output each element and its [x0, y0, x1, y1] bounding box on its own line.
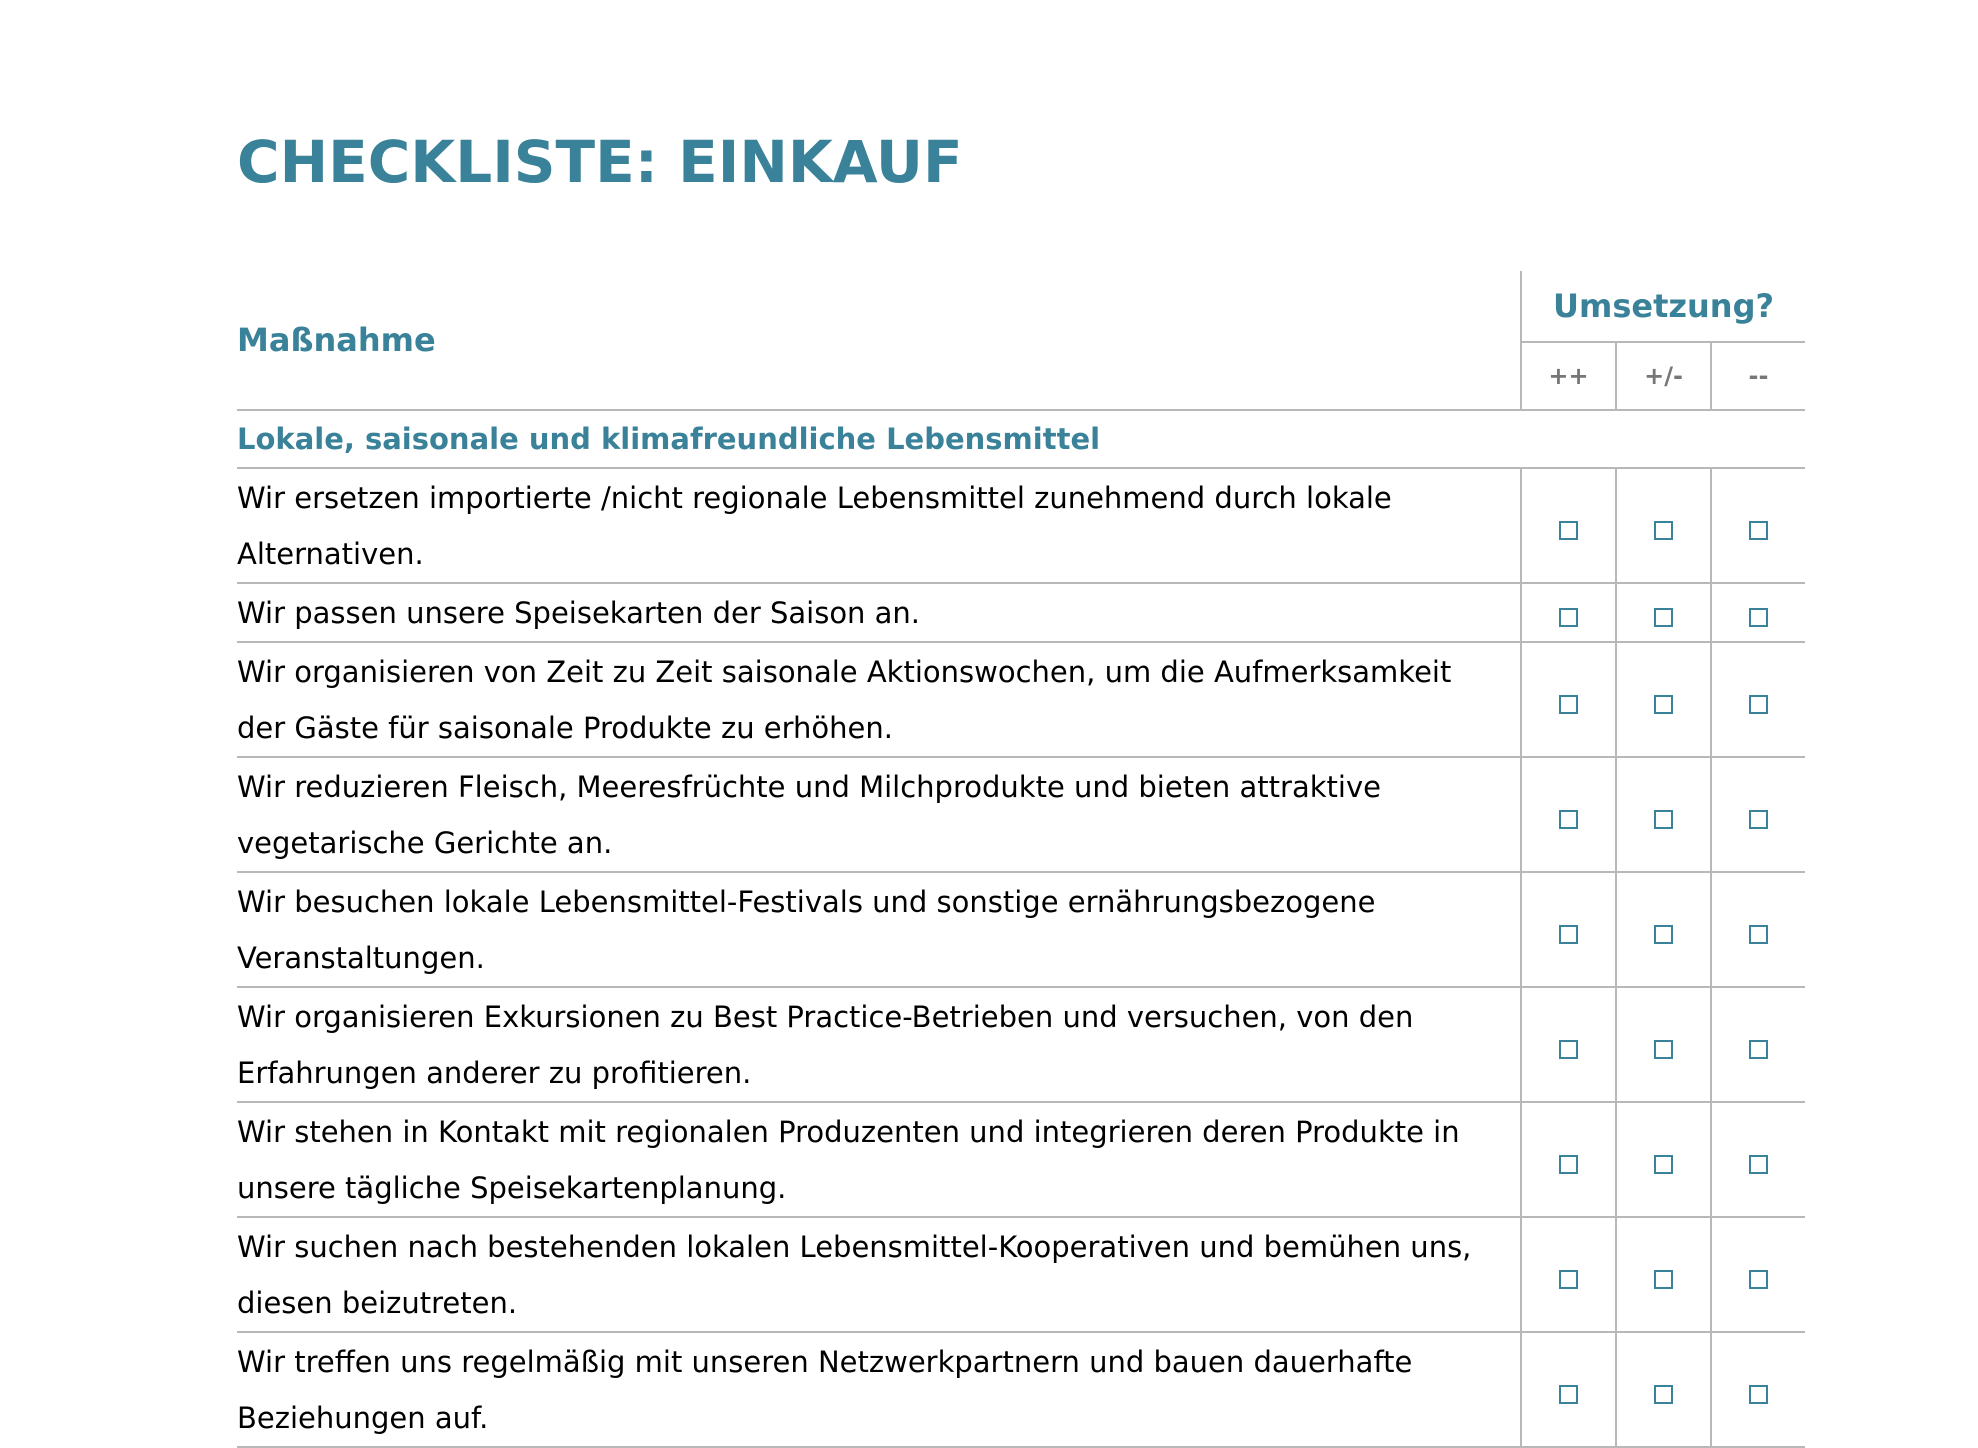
- checkbox-icon[interactable]: [1654, 1155, 1673, 1174]
- checkbox-icon[interactable]: [1749, 1385, 1768, 1404]
- option-cell-minus-minus: [1711, 642, 1805, 757]
- option-cell-minus-minus: [1711, 468, 1805, 583]
- checkbox-icon[interactable]: [1654, 1270, 1673, 1289]
- option-cell-plus-plus: [1521, 468, 1616, 583]
- option-cell-minus-minus: [1711, 1332, 1805, 1447]
- option-cell-plus-minus: [1616, 468, 1711, 583]
- measure-text: Wir ersetzen importierte /nicht regionale Lebensmittel zunehmend durch lokale Alternativen.: [237, 468, 1521, 583]
- option-cell-plus-minus: [1616, 1217, 1711, 1332]
- checkbox-icon[interactable]: [1559, 608, 1578, 627]
- checkbox-icon[interactable]: [1749, 1270, 1768, 1289]
- measure-text: Wir passen unsere Speisekarten der Saison an.: [237, 583, 1521, 642]
- option-cell-plus-plus: [1521, 1217, 1616, 1332]
- option-cell-minus-minus: [1711, 872, 1805, 987]
- option-cell-plus-minus: [1616, 757, 1711, 872]
- checklist-row: [237, 642, 1805, 757]
- measure-text: Wir reduzieren Fleisch, Meeresfrüchte und Milchprodukte und bieten attraktive vegetarische Gerichte an.: [237, 757, 1521, 872]
- option-cell-plus-plus: [1521, 987, 1616, 1102]
- measure-text: Wir organisieren von Zeit zu Zeit saisonale Aktionswochen, um die Aufmerksamkeit der Gäste für saisonale Produkte zu erhöhen.: [237, 642, 1521, 757]
- checkbox-icon[interactable]: [1559, 521, 1578, 540]
- section-title: Lokale, saisonale und klimafreundliche Lebensmittel: [237, 410, 1805, 468]
- option-header-plus-minus: +/-: [1616, 342, 1711, 410]
- column-header-implementation: Umsetzung?: [1521, 271, 1805, 342]
- checkbox-icon[interactable]: [1559, 1385, 1578, 1404]
- option-cell-plus-plus: [1521, 583, 1616, 642]
- measure-text: Wir treffen uns regelmäßig mit unseren Netzwerkpartnern und bauen dauerhafte Beziehungen auf.: [237, 1332, 1521, 1447]
- checklist-row: [237, 757, 1805, 872]
- checkbox-icon[interactable]: [1654, 1385, 1673, 1404]
- checkbox-icon[interactable]: [1654, 608, 1673, 627]
- checkbox-icon[interactable]: [1559, 925, 1578, 944]
- option-cell-minus-minus: [1711, 1217, 1805, 1332]
- checklist-row: [237, 1102, 1805, 1217]
- checkbox-icon[interactable]: [1654, 810, 1673, 829]
- checkbox-icon[interactable]: [1559, 1155, 1578, 1174]
- option-cell-plus-minus: [1616, 1102, 1711, 1217]
- checkbox-icon[interactable]: [1559, 695, 1578, 714]
- measure-text: Wir stehen in Kontakt mit regionalen Produzenten und integrieren deren Produkte in unsere tägliche Speisekartenplanung.: [237, 1102, 1521, 1217]
- checklist-row: [237, 468, 1805, 583]
- checkbox-icon[interactable]: [1749, 521, 1768, 540]
- checklist-row: [237, 1332, 1805, 1447]
- checkbox-icon[interactable]: [1749, 1155, 1768, 1174]
- option-header-minus-minus: --: [1711, 342, 1805, 410]
- checkbox-icon[interactable]: [1749, 608, 1768, 627]
- option-cell-minus-minus: [1711, 757, 1805, 872]
- checklist-table: [237, 271, 1805, 1448]
- option-cell-plus-minus: [1616, 583, 1711, 642]
- option-header-plus-plus: ++: [1521, 342, 1616, 410]
- checklist-row: [237, 872, 1805, 987]
- checkbox-icon[interactable]: [1654, 925, 1673, 944]
- checklist-row: [237, 1217, 1805, 1332]
- checkbox-icon[interactable]: [1654, 521, 1673, 540]
- measure-text: Wir besuchen lokale Lebensmittel-Festivals und sonstige ernährungsbezogene Veranstaltungen.: [237, 872, 1521, 987]
- page-title: CHECKLISTE: EINKAUF: [237, 128, 963, 196]
- option-cell-minus-minus: [1711, 1102, 1805, 1217]
- checkbox-icon[interactable]: [1749, 925, 1768, 944]
- option-cell-plus-minus: [1616, 642, 1711, 757]
- checkbox-icon[interactable]: [1559, 1270, 1578, 1289]
- option-cell-minus-minus: [1711, 987, 1805, 1102]
- option-cell-plus-minus: [1616, 1332, 1711, 1447]
- option-cell-plus-plus: [1521, 1332, 1616, 1447]
- option-cell-plus-plus: [1521, 872, 1616, 987]
- checkbox-icon[interactable]: [1749, 1040, 1768, 1059]
- measure-text: Wir organisieren Exkursionen zu Best Practice-Betrieben und versuchen, von den Erfahrungen anderer zu profitieren.: [237, 987, 1521, 1102]
- checklist-row: [237, 987, 1805, 1102]
- checkbox-icon[interactable]: [1749, 695, 1768, 714]
- option-cell-plus-minus: [1616, 987, 1711, 1102]
- checkbox-icon[interactable]: [1559, 810, 1578, 829]
- option-cell-plus-plus: [1521, 642, 1616, 757]
- checkbox-icon[interactable]: [1559, 1040, 1578, 1059]
- checkbox-icon[interactable]: [1654, 695, 1673, 714]
- option-cell-plus-minus: [1616, 872, 1711, 987]
- checklist-row: [237, 583, 1805, 642]
- option-cell-plus-plus: [1521, 1102, 1616, 1217]
- checkbox-icon[interactable]: [1654, 1040, 1673, 1059]
- column-header-measure: Maßnahme: [237, 271, 1521, 410]
- option-cell-minus-minus: [1711, 583, 1805, 642]
- option-cell-plus-plus: [1521, 757, 1616, 872]
- checkbox-icon[interactable]: [1749, 810, 1768, 829]
- measure-text: Wir suchen nach bestehenden lokalen Lebensmittel-Kooperativen und bemühen uns, diesen beizutreten.: [237, 1217, 1521, 1332]
